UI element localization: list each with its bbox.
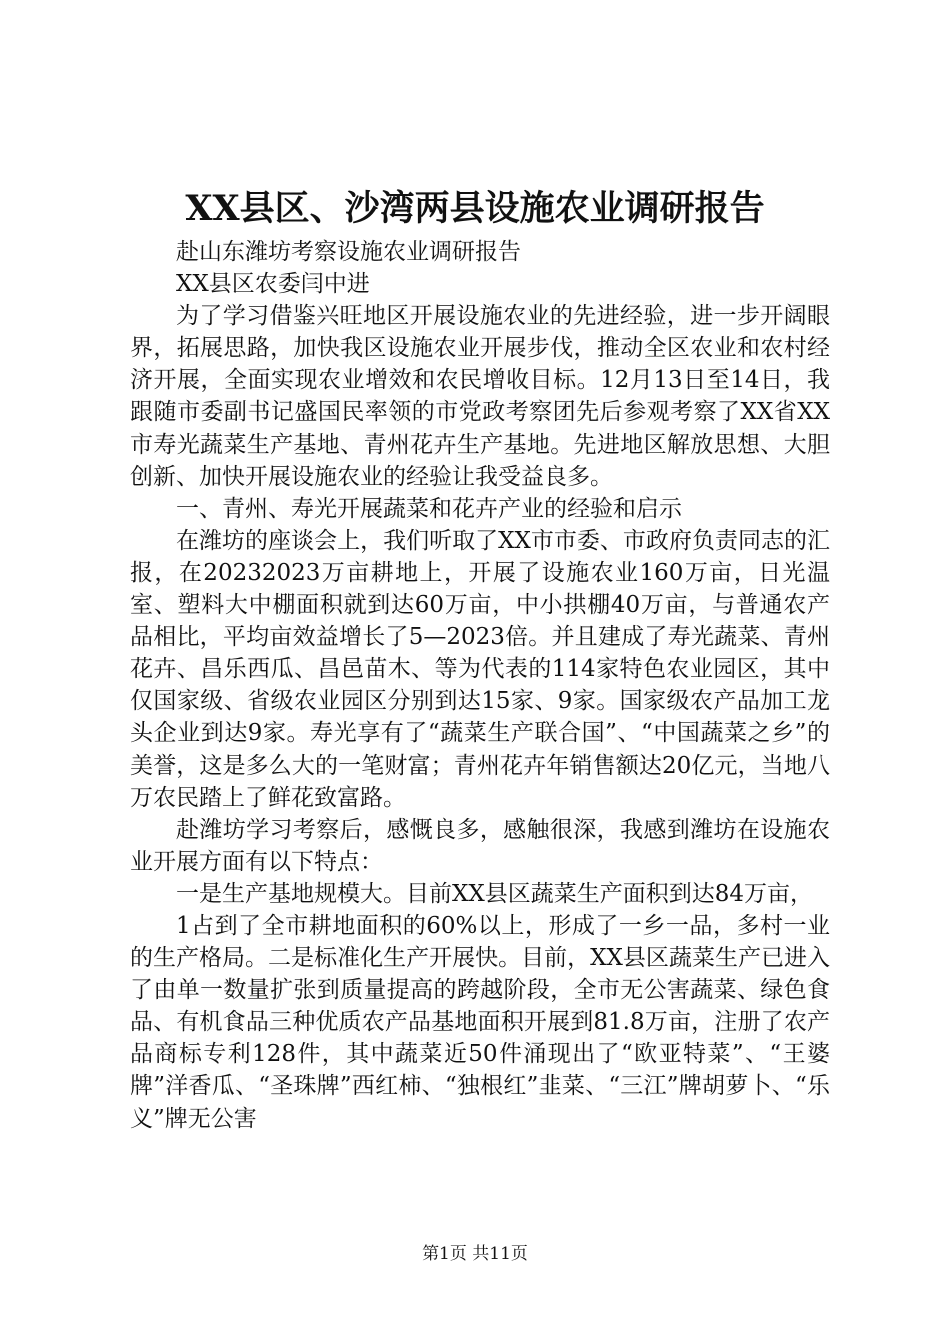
document-title: XX县区、沙湾两县设施农业调研报告	[185, 188, 765, 229]
body-paragraph: 赴潍坊学习考察后，感慨良多，感触很深，我感到潍坊在设施农业开展方面有以下特点：	[130, 816, 830, 875]
body-paragraph: 一是生产基地规模大。目前XX县区蔬菜生产面积到达84万亩，	[176, 880, 814, 907]
section-heading: 一、青州、寿光开展蔬菜和花卉产业的经验和启示	[176, 495, 682, 522]
intro-paragraph: 为了学习借鉴兴旺地区开展设施农业的先进经验，进一步开阔眼界，拓展思路，加快我区设施农业开展步伐，推动全区农业和农村经济开展，全面实现农业增效和农民增收目标。12月13日至14日，我跟随市委副书记盛国民率领的市党政考察团先后参观考察了XX省XX市寿光蔬菜生产基地、青州花卉生产基地。先进地区解放思想、大胆创新、加快开展设施农业的经验让我受益良多。	[130, 303, 830, 490]
body-paragraph: 在潍坊的座谈会上，我们听取了XX市市委、市政府负责同志的汇报，在20232023万亩耕地上，开展了设施农业160万亩，日光温室、塑料大中棚面积就到达60万亩，中小拱棚40万亩，与普通农产品相比，平均亩效益增长了5—2023倍。并且建成了寿光蔬菜、青州花卉、昌乐西瓜、昌邑苗木、等为代表的114家特色农业园区，其中仅国家级、省级农业园区分别到达15家、9家。国家级农产品加工龙头企业到达9家。寿光享有了“蔬菜生产联合国”、“中国蔬菜之乡”的美誉，这是多么大的一笔财富；青州花卉年销售额达20亿元，当地八万农民踏上了鲜花致富路。	[130, 527, 830, 811]
body-paragraph: 1占到了全市耕地面积的60%以上，形成了一乡一品，多村一业的生产格局。二是标准化生产开展快。目前，XX县区蔬菜生产已进入了由单一数量扩张到质量提高的跨越阶段，全市无公害蔬菜、绿色食品、有机食品三种优质农产品基地面积开展到81.8万亩，注册了农产品商标专利128件，其中蔬菜近50件涌现出了“欧亚特菜”、“王婆牌”洋香瓜、“圣珠牌”西红柿、“独根红”韭菜、“三江”牌胡萝卜、“乐义”牌无公害	[130, 912, 830, 1132]
subtitle-paragraph: 赴山东潍坊考察设施农业调研报告	[176, 239, 521, 265]
author-paragraph: XX县区农委闫中进	[176, 271, 370, 298]
page-footer: 第1页 共11页	[422, 1244, 528, 1264]
document-body	[130, 236, 830, 1135]
